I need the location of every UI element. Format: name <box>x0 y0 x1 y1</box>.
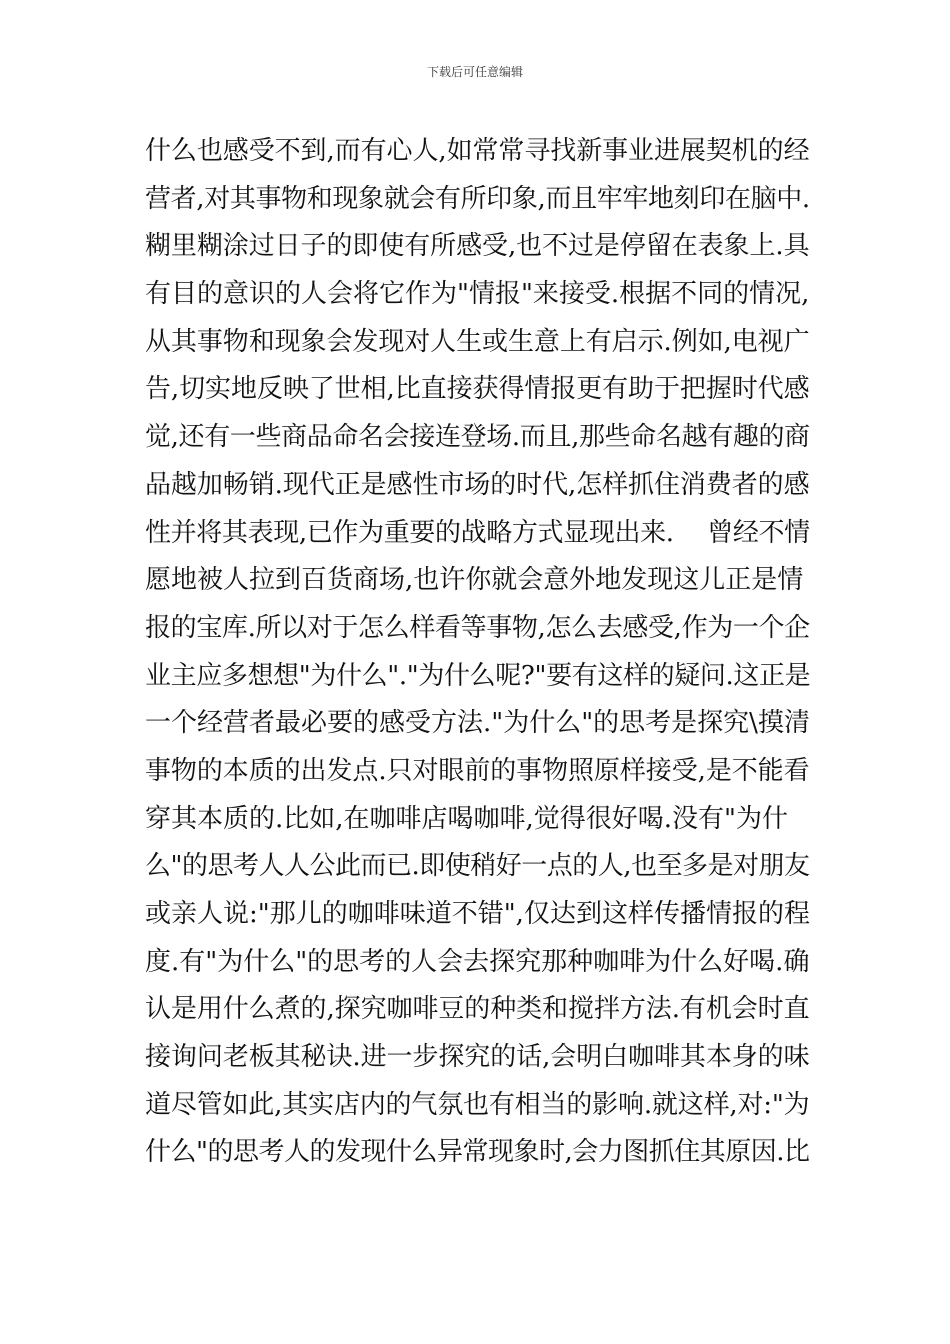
text-line: 觉,还有一些商品命名会接连登场.而且,那些命名越有趣的商 <box>145 422 810 453</box>
text-line: 或亲人说:"那儿的咖啡味道不错",仅达到这样传播情报的程 <box>145 899 810 929</box>
text-line: 品越加畅销.现代正是感性市场的时代,怎样抓住消费者的感 <box>145 469 810 500</box>
text-line: 业主应多想想"为什么"."为什么呢?"要有这样的疑问.这正是 <box>145 660 811 691</box>
text-line: 愿地被人拉到百货商场,也许你就会意外地发现这儿正是情 <box>145 565 804 596</box>
text-line: 穿其本质的.比如,在咖啡店喝咖啡,觉得很好喝.没有"为什 <box>145 803 789 834</box>
text-line: 糊里糊涂过日子的即使有所感受,也不过是停留在表象上.具 <box>145 231 810 262</box>
text-line: 道尽管如此,其实店内的气氛也有相当的影响.就这样,对:"为 <box>145 1089 810 1120</box>
text-line: 接询问老板其秘诀.进一步探究的话,会明白咖啡其本身的味 <box>145 1042 810 1073</box>
text-line: 事物的本质的出发点.只对眼前的事物照原样接受,是不能看 <box>145 755 810 786</box>
text-line: 认是用什么煮的,探究咖啡豆的种类和搅拌方法.有机会时直 <box>145 994 810 1025</box>
text-line: 报的宝库.所以对于怎么样看等事物,怎么去感受,作为一个企 <box>145 612 810 643</box>
text-line: 有目的意识的人会将它作为"情报"来接受.根据不同的情况, <box>145 279 810 310</box>
page-header: 下载后可任意编辑 <box>426 65 523 79</box>
text-line: 从其事物和现象会发现对人生或生意上有启示.例如,电视广 <box>145 326 810 357</box>
document-body <box>145 128 810 1177</box>
text-line: 什么"的思考人的发现什么异常现象时,会力图抓住其原因.比 <box>145 1137 810 1168</box>
text-line: 度.有"为什么"的思考的人会去探究那种咖啡为什么好喝.确 <box>145 946 810 977</box>
text-line: 什么也感受不到,而有心人,如常常寻找新事业进展契机的经 <box>145 136 810 166</box>
text-line: 营者,对其事物和现象就会有所印象,而且牢牢地刻印在脑中. <box>145 183 810 214</box>
text-line: 告,切实地反映了世相,比直接获得情报更有助于把握时代感 <box>145 374 810 405</box>
text-line: 一个经营者最必要的感受方法."为什么"的思考是探究\摸清 <box>145 708 810 739</box>
text-line: 么"的思考人人公此而已.即使稍好一点的人,也至多是对朋友 <box>145 851 810 882</box>
text-line: 性并将其表现,已作为重要的战略方式显现出来. 曾经不情 <box>145 517 810 548</box>
